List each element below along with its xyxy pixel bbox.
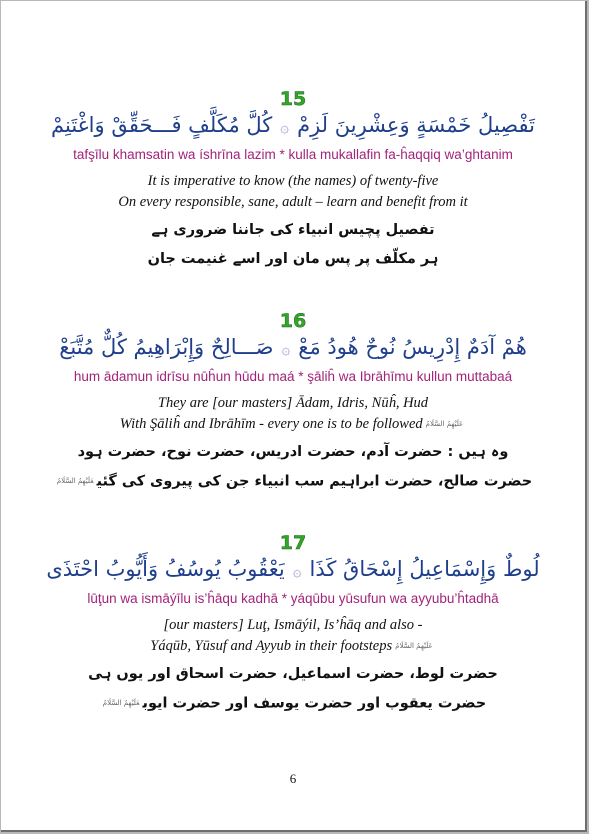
honorific-seal: عَلَيْهِمُ السَّلَامُ [395, 642, 433, 651]
urdu-line-2-text: حضرت صالح، حضرت ابراہیم سب انبیاء جن کی پیروی کی گئی [96, 473, 533, 490]
arabic-couplet [1, 332, 585, 364]
arabic-couplet [1, 554, 585, 586]
urdu-line-2 [1, 689, 585, 719]
verse-15 [1, 88, 585, 274]
verse-16 [1, 310, 585, 497]
english-line-2 [1, 414, 585, 435]
verse-number: 15 [279, 88, 307, 110]
page [1, 1, 587, 832]
english-line-1: [our masters] Luţ, Ismāýil, Is’ĥāq and also - [163, 617, 423, 633]
english-line-2-text: With Şāliĥ and Ibrāhīm - every one is to be followed [119, 416, 423, 432]
honorific-seal: عَلَيْهِمُ السَّلَامُ [425, 420, 464, 429]
urdu-line-1: تفصیل پچیس انبیاء کی جاننا ضروری ہے [151, 222, 435, 238]
urdu-line-2 [1, 467, 585, 497]
english-line-2: On every responsible, sane, adult – learn and benefit from it [118, 194, 468, 210]
english-line-1: They are [our masters] Ādam, Idris, Nūĥ, Hud [157, 395, 429, 411]
urdu-line-1: وہ ہیں : حضرت آدم، حضرت ادریس، حضرت نوح، حضرت ہود [77, 444, 509, 461]
page-number: 6 [289, 771, 297, 786]
arabic-hemistich-second: صَـــالِحٌ وَإِبْرَاهِيمُ كُلٌّ مُتَّبَعْ [59, 335, 274, 359]
english-line-1: It is imperative to know (the names) of twenty-five [147, 173, 439, 189]
honorific-seal: عَلَيْهِمُ السَّلَامُ [56, 477, 94, 486]
verse-separator-icon: ۞ [281, 340, 291, 358]
arabic-hemistich-first: تَفْصِيلُ خَمْسَةٍ وَعِشْرِينَ لَزِمْ [297, 113, 535, 137]
arabic-hemistich-first: هُمْ آدَمٌ إِدْرِيسُ نُوحٌ هُودُ مَعْ [298, 335, 527, 359]
honorific-seal: عَلَيْهِمُ السَّلَامُ [102, 699, 140, 708]
verse-separator-icon: ۞ [292, 562, 302, 580]
verse-17 [1, 532, 585, 719]
arabic-hemistich-second: يَعْقُوبُ يُوسُفُ وَأَيُّوبُ احْتَذَى [46, 557, 285, 581]
arabic-hemistich-first: لُوطٌ وَإِسْمَاعِيلُ إِسْحَاقُ كَذَا [309, 557, 540, 581]
english-line-2-text: Yáqūb, Yūsuf and Ayyub in their footsteps [150, 638, 393, 654]
transliteration: lūţun wa ismāýīlu is’ĥāqu kadhā * yáqūbu yūsufun wa ayyubu’ĥtadhā [87, 591, 499, 606]
verse-number: 17 [279, 532, 307, 554]
arabic-hemistich-second: كُلَّ مُكَلَّفٍ فَـــحَقِّقْ وَاغْتَنِمْ [51, 113, 273, 137]
urdu-line-2-text: حضرت یعقوب اور حضرت یوسف اور حضرت ایوب [142, 695, 487, 712]
urdu-line-1: حضرت لوط، حضرت اسماعیل، حضرت اسحاق اور یوں ہی [88, 666, 498, 683]
transliteration: tafşīlu khamsatin wa íshrīna lazim * kulla mukallafin fa-ĥaqqiq wa’ghtanim [73, 147, 513, 162]
transliteration: hum ādamun idrīsu nūĥun hūdu maá * şāliĥ wa Ibrāhīmu kullun muttabaá [73, 369, 513, 384]
arabic-couplet [1, 110, 585, 142]
english-line-2 [1, 636, 585, 657]
urdu-line-2: ہر مکلّف پر پس مان اور اسے غنیمت جان [147, 251, 439, 267]
verse-number: 16 [279, 310, 307, 332]
verse-separator-icon: ۞ [280, 118, 290, 136]
